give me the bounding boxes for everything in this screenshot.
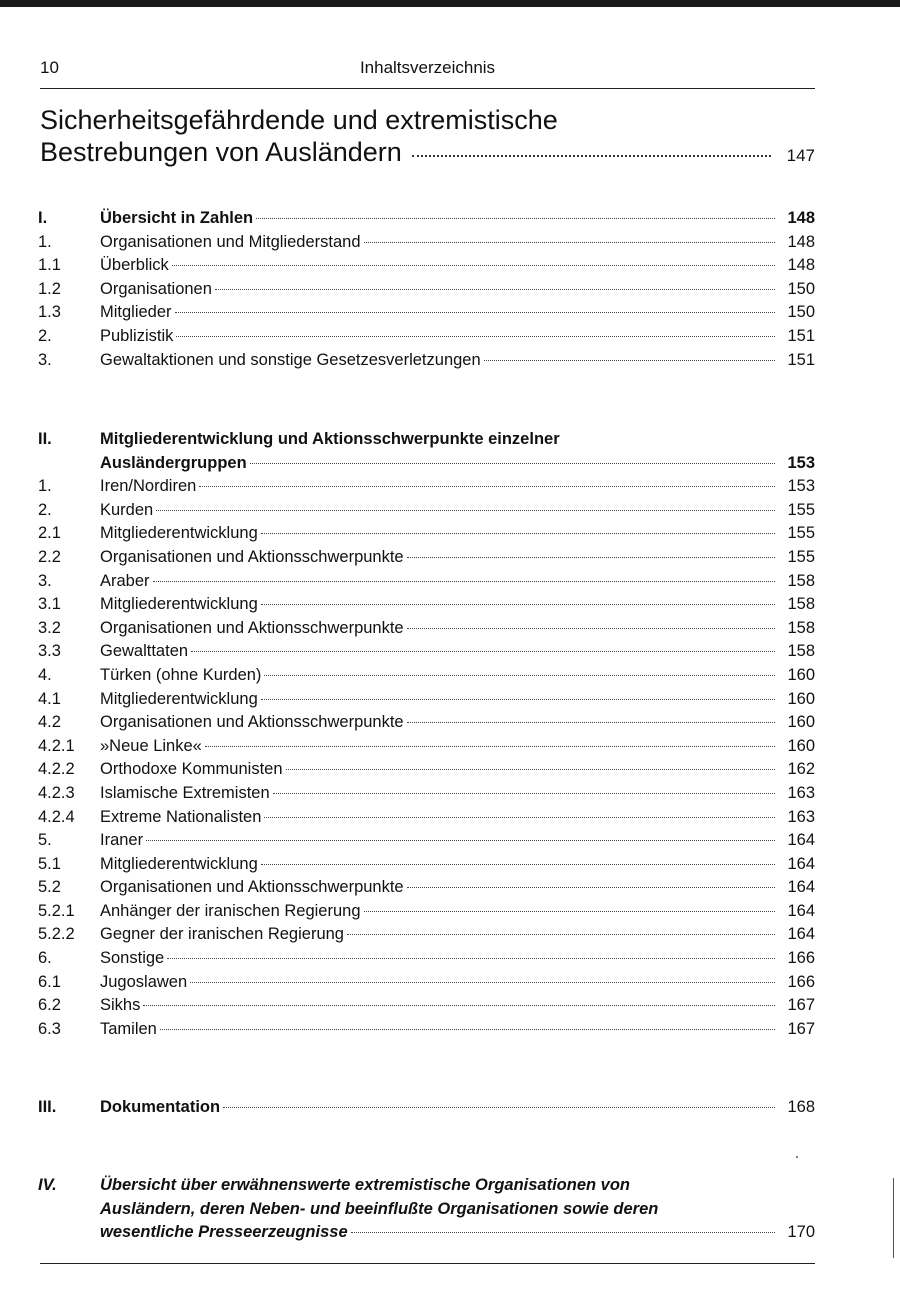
leader-dots [153, 581, 775, 582]
toc-page: 148 [787, 209, 815, 227]
leader-dots [351, 1232, 775, 1233]
toc-page: 164 [787, 831, 815, 850]
toc-entry[interactable] [38, 501, 815, 525]
toc-entry[interactable] [38, 572, 815, 596]
leader-dots [286, 769, 775, 770]
toc-label: »Neue Linke« [100, 736, 202, 755]
toc-page: 150 [787, 279, 815, 298]
toc-page: 160 [787, 689, 815, 708]
toc-page: 158 [787, 571, 815, 590]
toc-entry[interactable] [38, 548, 815, 572]
leader-dots [250, 463, 775, 464]
toc-entry[interactable] [38, 477, 815, 501]
chapter-title [40, 104, 815, 172]
toc-entry[interactable] [38, 595, 815, 619]
leader-dots [167, 958, 775, 959]
toc-label: Mitgliederentwicklung und Aktionsschwerpunkte einzelner [100, 430, 560, 448]
toc-page: 158 [787, 618, 815, 637]
toc-page: 155 [787, 500, 815, 519]
toc-label: Gewaltaktionen und sonstige Gesetzesverletzungen [100, 350, 481, 369]
toc-page: 166 [787, 949, 815, 968]
toc-heading-2-line-1[interactable] [38, 430, 815, 454]
toc-page: 158 [787, 642, 815, 661]
leader-dots [176, 336, 775, 337]
chapter-title-line-1: Sicherheitsgefährdende und extremistische [40, 105, 558, 135]
leader-dots [146, 840, 775, 841]
leader-dots [364, 242, 776, 243]
toc-label: Mitgliederentwicklung [100, 689, 258, 708]
toc-label: Iraner [100, 831, 144, 850]
toc-label: Mitgliederentwicklung [100, 524, 258, 543]
toc-num: I. [38, 209, 48, 227]
toc-page: 155 [787, 547, 815, 566]
toc-entry[interactable] [38, 996, 815, 1020]
toc-num: 4.2.3 [38, 783, 75, 802]
toc-label: Extreme Nationalisten [100, 807, 262, 826]
toc-page: 158 [787, 595, 815, 614]
toc-entry[interactable] [38, 690, 815, 714]
toc-section-4 [38, 1176, 815, 1247]
toc-num: 6. [38, 949, 52, 968]
toc-num: 4.1 [38, 689, 61, 708]
toc-entry[interactable] [38, 878, 815, 902]
toc-page: 148 [787, 256, 815, 275]
toc-label: Sikhs [100, 996, 141, 1015]
toc-page: 151 [787, 326, 815, 345]
toc-num: 5.2.1 [38, 901, 75, 920]
leader-dots [261, 604, 775, 605]
toc-num: 1. [38, 232, 52, 251]
toc-num: 6.2 [38, 996, 61, 1015]
toc-num: 3.2 [38, 618, 61, 637]
toc-num: 3.1 [38, 595, 61, 614]
leader-dots [273, 793, 775, 794]
leader-dots [347, 934, 775, 935]
toc-num: 5.1 [38, 854, 61, 873]
toc-entry[interactable] [38, 642, 815, 666]
toc-label: Übersicht in Zahlen [100, 209, 254, 227]
toc-page: 166 [787, 972, 815, 991]
toc-entry[interactable] [38, 808, 815, 832]
running-header [40, 58, 815, 84]
toc-num: 2. [38, 500, 52, 519]
toc-heading-2-line-2[interactable] [38, 454, 815, 478]
leader-dots [175, 312, 775, 313]
toc-num: II. [38, 430, 52, 448]
page-top-border [0, 0, 900, 7]
toc-num: 4. [38, 665, 52, 684]
toc-section-3 [38, 1098, 815, 1122]
toc-entry[interactable] [38, 327, 815, 351]
toc-page: 167 [787, 1019, 815, 1038]
toc-num: 3.3 [38, 642, 61, 661]
toc-label: Jugoslawen [100, 972, 188, 991]
toc-label: Publizistik [100, 326, 174, 345]
toc-num: 6.3 [38, 1019, 61, 1038]
toc-entry[interactable] [38, 666, 815, 690]
toc-num: 1.1 [38, 256, 61, 275]
toc-page: 167 [787, 996, 815, 1015]
toc-num: 5. [38, 831, 52, 850]
leader-dots [261, 533, 775, 534]
running-title: Inhaltsverzeichnis [359, 58, 496, 77]
toc-page: 170 [787, 1223, 815, 1242]
toc-heading-4-line-3[interactable] [38, 1223, 815, 1247]
toc-heading-3[interactable] [38, 1098, 815, 1122]
toc-entry[interactable] [38, 925, 815, 949]
scan-speck [796, 1156, 798, 1158]
toc-entry[interactable] [38, 619, 815, 643]
leader-dots [407, 722, 775, 723]
chapter-title-line-2[interactable] [40, 136, 815, 172]
leader-dots [256, 218, 775, 219]
toc-num: 5.2.2 [38, 925, 75, 944]
toc-heading-4-line-1[interactable] [38, 1176, 815, 1200]
toc-num: 3. [38, 350, 52, 369]
toc-section-2 [38, 430, 815, 1043]
toc-label: Gewalttaten [100, 642, 189, 661]
leader-dots [484, 360, 775, 361]
toc-label: Übersicht über erwähnenswerte extremistische Organisationen von [100, 1176, 630, 1194]
toc-label: Türken (ohne Kurden) [100, 665, 262, 684]
toc-label: Mitglieder [100, 303, 172, 322]
header-rule [40, 88, 815, 89]
toc-num: 3. [38, 571, 52, 590]
toc-page: 151 [787, 350, 815, 369]
toc-num: IV. [38, 1176, 57, 1194]
toc-label: Ausländergruppen [100, 453, 247, 472]
toc-num: 4.2 [38, 713, 61, 732]
toc-label: Überblick [100, 256, 169, 275]
toc-page: 160 [787, 713, 815, 732]
leader-dots [407, 628, 775, 629]
leader-dots [223, 1107, 775, 1108]
leader-dots [215, 289, 775, 290]
toc-label: Organisationen und Aktionsschwerpunkte [100, 618, 404, 637]
toc-page: 160 [787, 736, 815, 755]
toc-page: 148 [787, 232, 815, 251]
leader-dots [261, 699, 775, 700]
toc-entry[interactable] [38, 737, 815, 761]
toc-section-1 [38, 209, 815, 374]
leader-dots [407, 887, 775, 888]
toc-label: Iren/Nordiren [100, 477, 197, 496]
toc-page: 150 [787, 303, 815, 322]
leader-dots [264, 817, 775, 818]
toc-num: 2.2 [38, 547, 61, 566]
leader-dots [156, 510, 775, 511]
toc-entry[interactable] [38, 1020, 815, 1044]
leader-dots [205, 746, 775, 747]
toc-label: Mitgliederentwicklung [100, 854, 258, 873]
toc-page: 160 [787, 665, 815, 684]
toc-label: Anhänger der iranischen Regierung [100, 901, 361, 920]
leader-dots [412, 155, 771, 157]
toc-label: Organisationen [100, 279, 212, 298]
toc-num: III. [38, 1098, 57, 1116]
leader-dots [199, 486, 775, 487]
toc-entry[interactable] [38, 351, 815, 375]
toc-page: 163 [787, 807, 815, 826]
chapter-title-text: Bestrebungen von Ausländern [40, 137, 402, 167]
toc-num: 6.1 [38, 972, 61, 991]
toc-entry[interactable] [38, 831, 815, 855]
toc-entry[interactable] [38, 256, 815, 280]
toc-label: Mitgliederentwicklung [100, 595, 258, 614]
toc-label: Dokumentation [100, 1098, 221, 1116]
leader-dots [160, 1029, 775, 1030]
toc-label: Organisationen und Aktionsschwerpunkte [100, 713, 404, 732]
toc-label: Araber [100, 571, 150, 590]
toc-page: 163 [787, 783, 815, 802]
toc-page: 164 [787, 901, 815, 920]
footer-rule [40, 1263, 815, 1264]
toc-num: 1.2 [38, 279, 61, 298]
leader-dots [264, 675, 775, 676]
toc-page: 164 [787, 854, 815, 873]
toc-label: Gegner der iranischen Regierung [100, 925, 344, 944]
scan-edge-mark [893, 1178, 894, 1258]
toc-entry[interactable] [38, 233, 815, 257]
toc-label: Tamilen [100, 1019, 157, 1038]
toc-page: 162 [787, 760, 815, 779]
toc-num: 1. [38, 477, 52, 496]
toc-label: Ausländern, deren Neben- und beeinflußte Organisationen sowie deren [100, 1199, 659, 1218]
page-number: 10 [40, 58, 59, 77]
toc-entry[interactable] [38, 713, 815, 737]
toc-entry[interactable] [38, 760, 815, 784]
toc-num: 4.2.4 [38, 807, 75, 826]
toc-heading-1[interactable] [38, 209, 815, 233]
toc-label: Orthodoxe Kommunisten [100, 760, 283, 779]
toc-entry[interactable] [38, 524, 815, 548]
toc-entry[interactable] [38, 902, 815, 926]
toc-page: 153 [787, 477, 815, 496]
leader-dots [190, 982, 775, 983]
toc-num: 2.1 [38, 524, 61, 543]
toc-entry[interactable] [38, 855, 815, 879]
leader-dots [364, 911, 775, 912]
toc-entry[interactable] [38, 280, 815, 304]
toc-num: 1.3 [38, 303, 61, 322]
leader-dots [407, 557, 775, 558]
toc-entry[interactable] [38, 973, 815, 997]
toc-label: Organisationen und Aktionsschwerpunkte [100, 878, 404, 897]
leader-dots [191, 651, 775, 652]
toc-page: 155 [787, 524, 815, 543]
toc-num: 2. [38, 326, 52, 345]
leader-dots [172, 265, 775, 266]
leader-dots [261, 864, 775, 865]
toc-label: Islamische Extremisten [100, 783, 270, 802]
chapter-page: 147 [786, 146, 815, 165]
toc-page: 153 [787, 453, 815, 472]
toc-page: 164 [787, 878, 815, 897]
toc-entry[interactable] [38, 303, 815, 327]
toc-num: 4.2.1 [38, 736, 75, 755]
toc-num: 5.2 [38, 878, 61, 897]
toc-page: 164 [787, 925, 815, 944]
leader-dots [143, 1005, 775, 1006]
toc-page: 168 [787, 1098, 815, 1116]
toc-entry[interactable] [38, 784, 815, 808]
toc-entry[interactable] [38, 949, 815, 973]
toc-label: wesentliche Presseerzeugnisse [100, 1223, 348, 1242]
toc-label: Organisationen und Aktionsschwerpunkte [100, 547, 404, 566]
toc-label: Organisationen und Mitgliederstand [100, 232, 361, 251]
toc-label: Sonstige [100, 949, 165, 968]
toc-heading-4-line-2[interactable] [38, 1200, 815, 1224]
toc-label: Kurden [100, 500, 154, 519]
toc-num: 4.2.2 [38, 760, 75, 779]
